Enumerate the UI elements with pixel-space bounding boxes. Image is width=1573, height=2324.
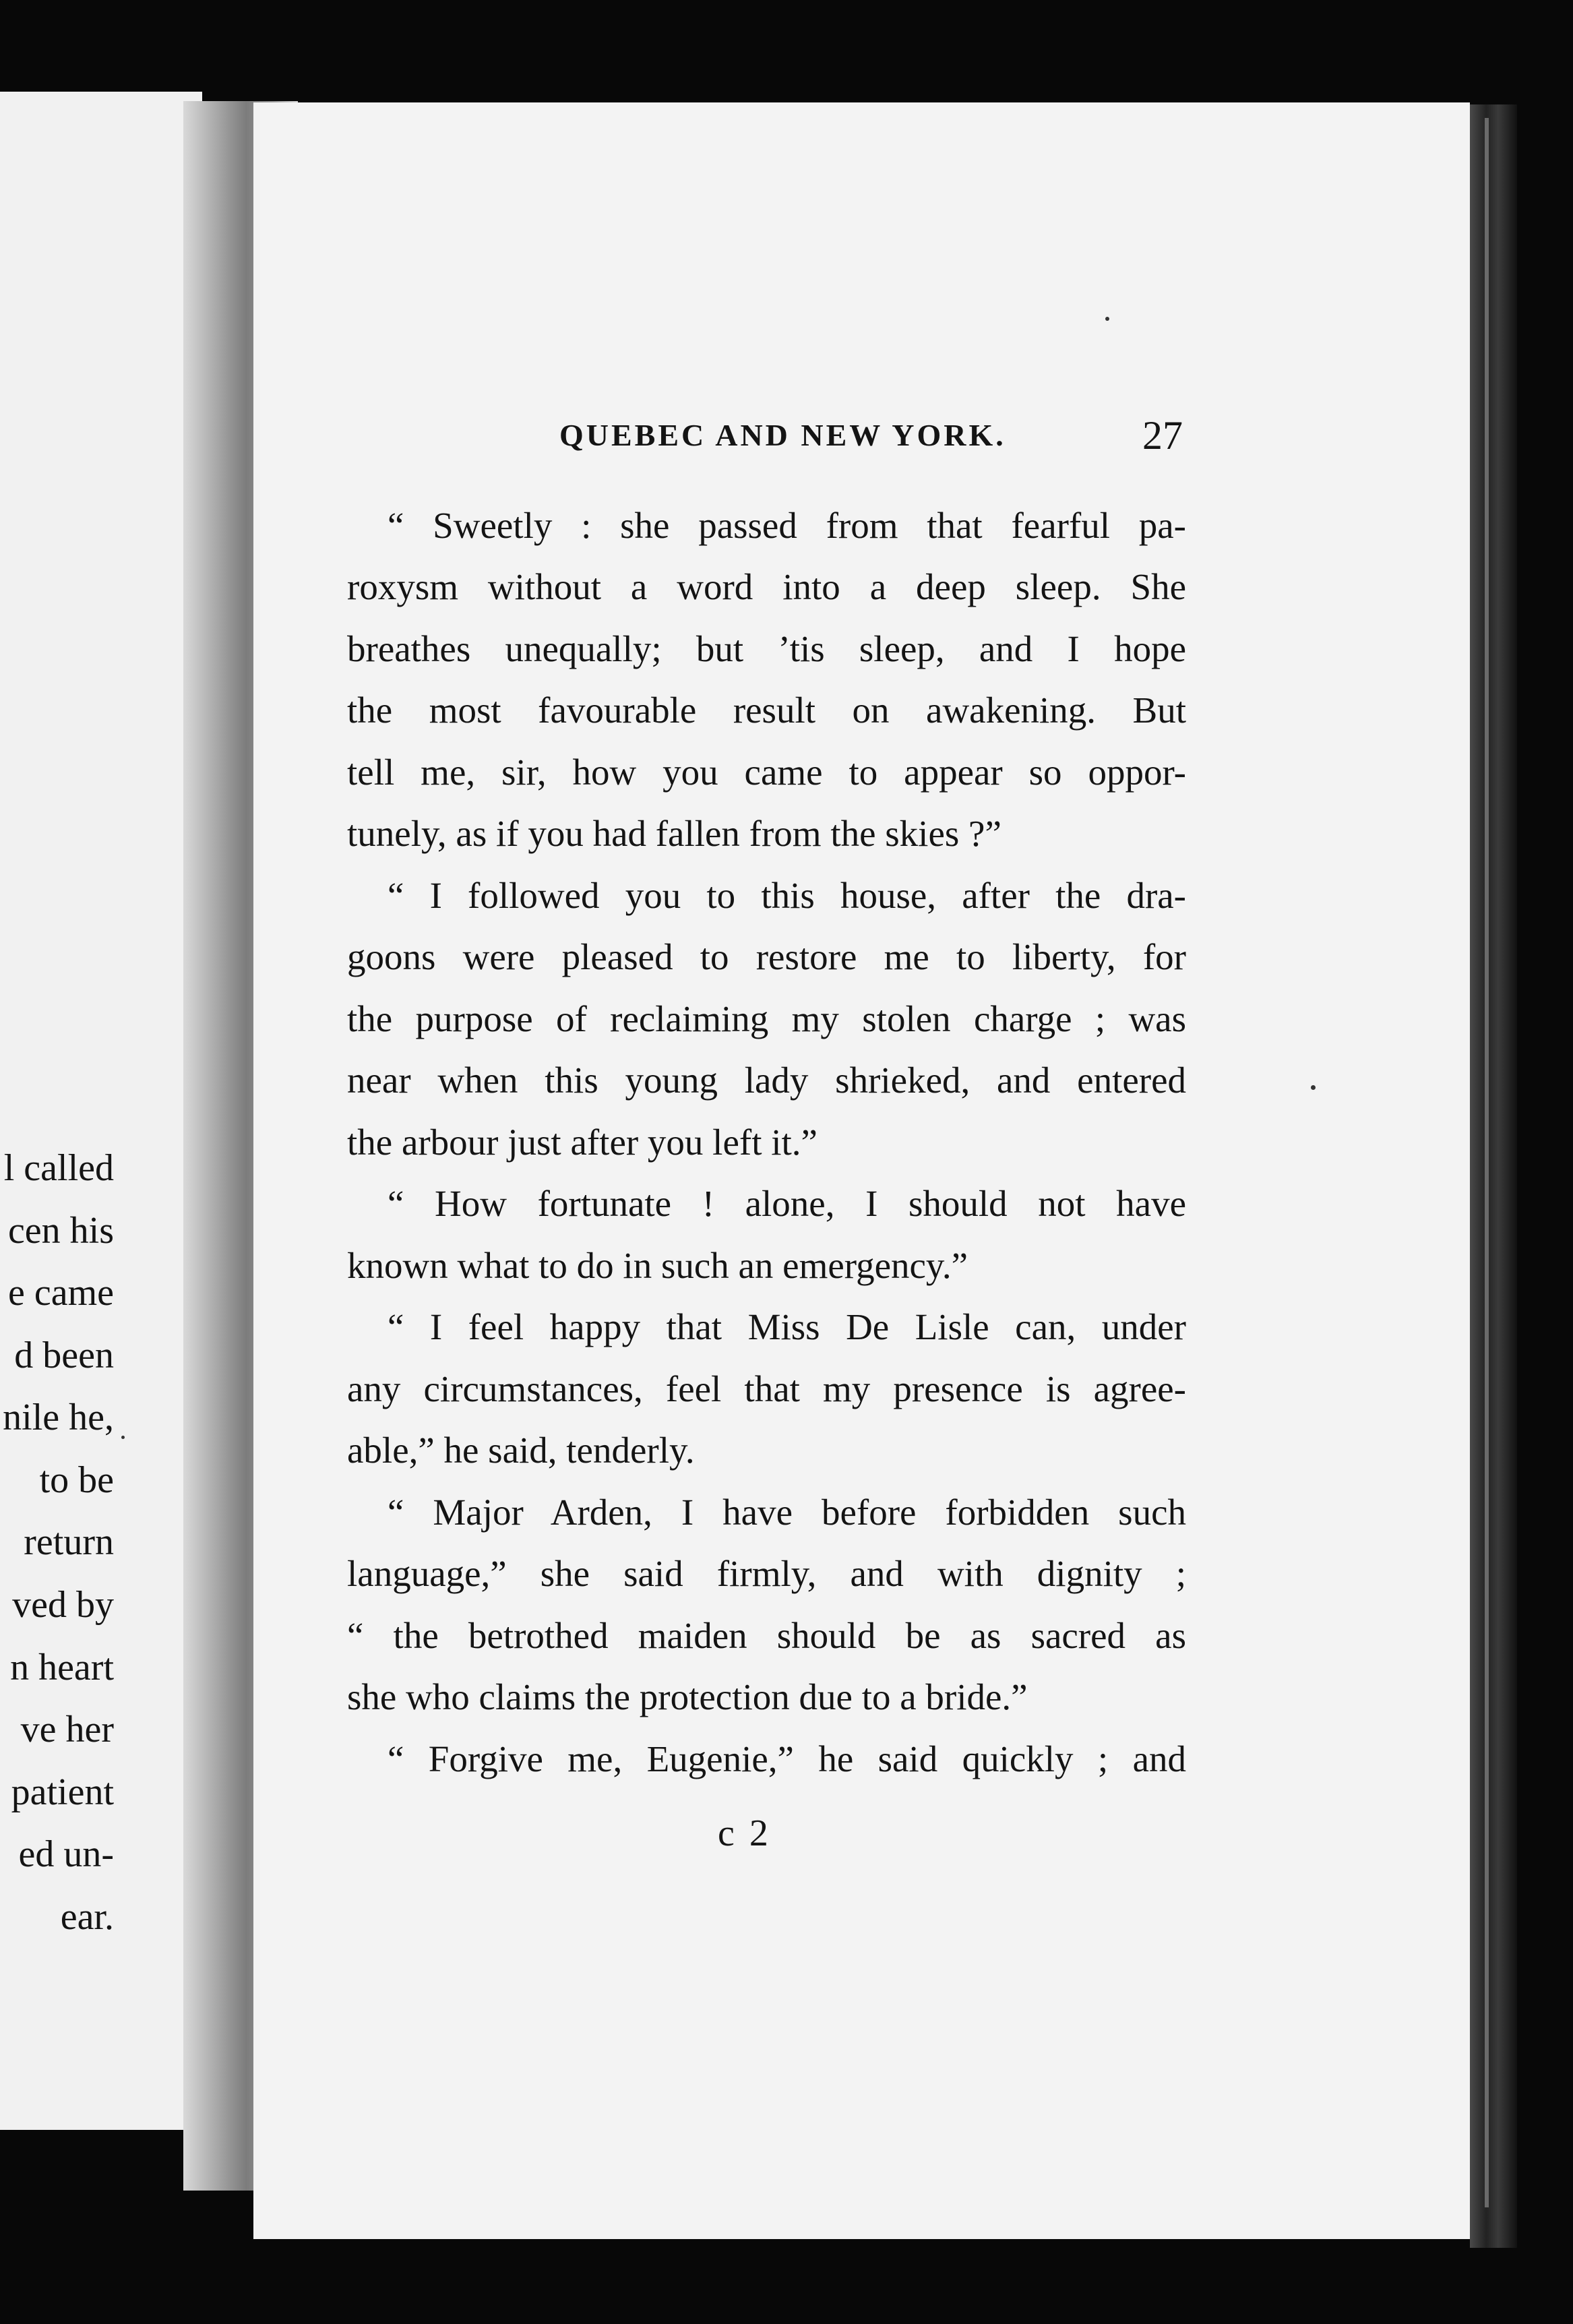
left-page-fragment: n heart <box>10 1647 114 1688</box>
dust-speck <box>1311 1085 1316 1090</box>
left-page-fragment: cen his <box>7 1210 114 1252</box>
page-edge-stack <box>1470 104 1517 2248</box>
text-line: able,” he said, tenderly. <box>347 1430 695 1471</box>
left-page-fragment: ed un- <box>18 1833 114 1875</box>
text-line: near when this young lady shrieked, and entered <box>347 1060 1186 1101</box>
running-header: QUEBEC AND NEW YORK. <box>559 418 1006 452</box>
text-line: language,” she said firmly, and with dignity ; <box>347 1553 1186 1594</box>
text-line: the most favourable result on awakening. But <box>347 690 1186 731</box>
dust-speck <box>121 1436 125 1439</box>
text-line: “ the betrothed maiden should be as sacred as <box>347 1615 1186 1656</box>
left-page-fragment: to be <box>39 1459 114 1501</box>
left-page-fragment: ved by <box>12 1584 114 1626</box>
text-line: the arbour just after you left it.” <box>347 1122 818 1163</box>
left-page-fragment: d been <box>14 1335 114 1376</box>
text-line: tunely, as if you had fallen from the skies ?” <box>347 813 1001 854</box>
left-page-fragment: e came <box>8 1272 114 1314</box>
left-page-fragment: nile he, <box>3 1397 114 1438</box>
page-number: 27 <box>1142 413 1183 458</box>
signature-mark: c 2 <box>718 1812 771 1854</box>
facing-page-left <box>0 92 202 2130</box>
left-page-fragment: ve her <box>20 1709 114 1750</box>
text-line: tell me, sir, how you came to appear so oppor- <box>347 752 1186 793</box>
text-line: any circumstances, feel that my presence is agree- <box>347 1368 1186 1409</box>
text-line: “ Forgive me, Eugenie,” he said quickly ; and <box>388 1738 1186 1779</box>
text-line: goons were pleased to restore me to liberty, for <box>347 936 1186 977</box>
text-line: “ Major Arden, I have before forbidden such <box>388 1492 1186 1533</box>
left-page-fragment: l called <box>3 1147 114 1189</box>
text-line: known what to do in such an emergency.” <box>347 1245 968 1286</box>
text-line: roxysm without a word into a deep sleep. She <box>347 566 1186 607</box>
text-line: “ I feel happy that Miss De Lisle can, under <box>388 1306 1186 1347</box>
dust-speck <box>1105 317 1109 321</box>
text-line: “ I followed you to this house, after the dra- <box>388 875 1186 916</box>
left-page-fragment: ear. <box>60 1896 114 1938</box>
text-line: the purpose of reclaiming my stolen charge ; was <box>347 998 1186 1039</box>
text-line: “ Sweetly : she passed from that fearful pa- <box>388 505 1186 546</box>
left-page-fragment: return <box>24 1521 114 1563</box>
text-line: she who claims the protection due to a bride.” <box>347 1676 1028 1717</box>
text-line: breathes unequally; but ’tis sleep, and I hope <box>347 628 1186 669</box>
text-line: “ How fortunate ! alone, I should not have <box>388 1183 1186 1224</box>
left-page-fragment: patient <box>11 1771 114 1813</box>
